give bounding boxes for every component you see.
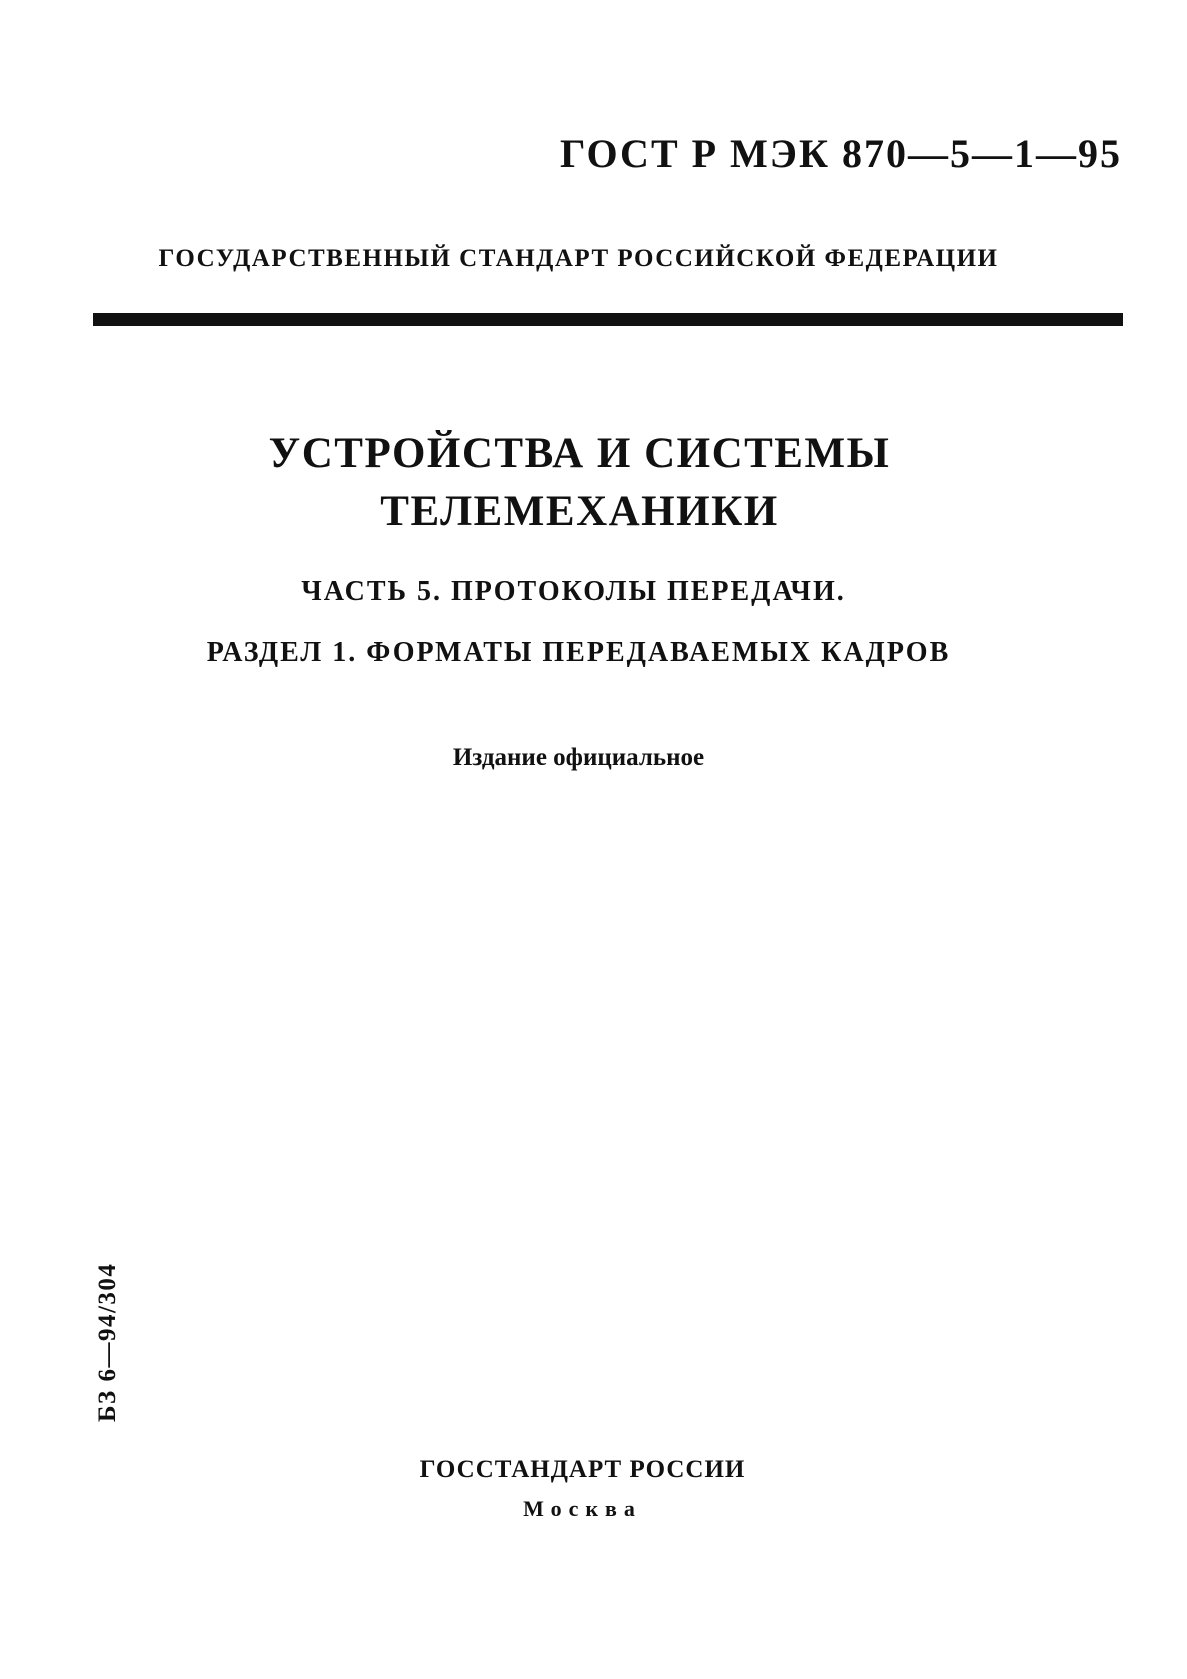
title-line-2: ТЕЛЕМЕХАНИКИ <box>380 488 779 535</box>
publisher-name: ГОССТАНДАРТ РОССИИ <box>419 1456 746 1483</box>
document-number: ГОСТ Р МЭК 870—5—1—95 <box>560 131 1122 176</box>
document-title <box>0 425 1187 541</box>
heading-divider <box>93 313 1123 326</box>
title-line-1: УСТРОЙСТВА И СИСТЕМЫ <box>268 430 891 477</box>
side-code: БЗ 6—94/304 <box>94 1262 121 1422</box>
edition-label: Издание официальное <box>452 744 705 771</box>
part-subtitle: ЧАСТЬ 5. ПРОТОКОЛЫ ПЕРЕДАЧИ. <box>301 576 846 607</box>
section-subtitle: РАЗДЕЛ 1. ФОРМАТЫ ПЕРЕДАВАЕМЫХ КАДРОВ <box>206 637 951 668</box>
publisher-city: Москва <box>523 1496 642 1521</box>
state-standard-heading: ГОСУДАРСТВЕННЫЙ СТАНДАРТ РОССИЙСКОЙ ФЕДЕРАЦИИ <box>158 245 999 272</box>
